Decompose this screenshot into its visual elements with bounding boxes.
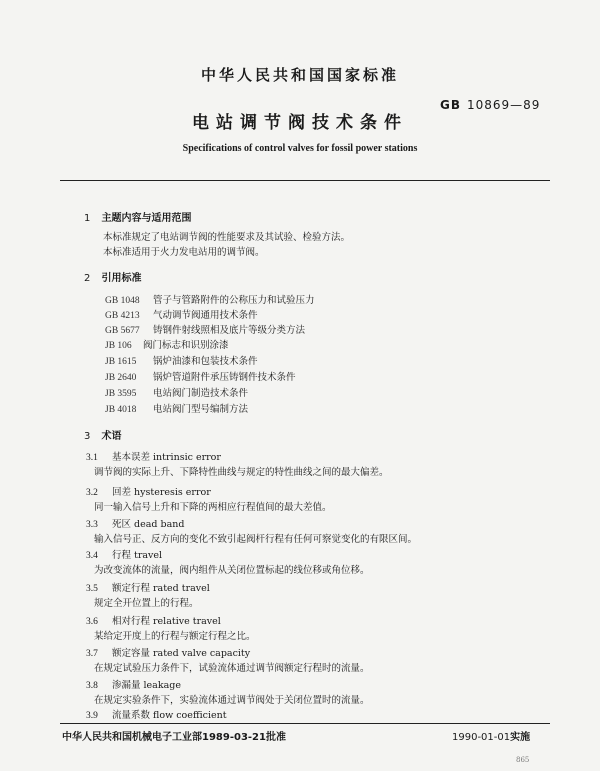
reference-code: JB 4018 [105, 405, 137, 415]
term-definition: 规定全开位置上的行程。 [94, 598, 199, 609]
reference-code: JB 2640 [105, 373, 137, 383]
term-heading [86, 580, 210, 594]
term-number: 3.6 [86, 617, 98, 627]
term-name: 相对行程 relative travel [112, 616, 221, 627]
reference-title: 电站阀门制造技术条件 [153, 388, 249, 399]
effective-date: 1990-01-01 [452, 732, 511, 743]
reference-item [105, 369, 296, 383]
section-2-heading [84, 269, 141, 284]
reference-title: 管子与管路附件的公称压力和试验压力 [153, 295, 315, 306]
standard-type: 中华人民共和国国家标准 [200, 66, 399, 84]
effective-line [452, 728, 530, 743]
term-definition: 调节阀的实际上升、下降特性曲线与规定的特性曲线之间的最大偏差。 [94, 467, 389, 478]
reference-item [105, 322, 305, 336]
reference-item [105, 337, 229, 351]
term-name: 额定容量 rated valve capacity [112, 648, 251, 659]
term-number: 3.8 [86, 681, 98, 691]
term-heading [86, 707, 227, 721]
term-name: 流量系数 flow coefficient [112, 710, 227, 721]
section-1-title: 主题内容与适用范围 [101, 213, 192, 224]
term-definition: 为改变流体的流量，阀内组件从关闭位置标起的线位移或角位移。 [94, 565, 370, 576]
section-1-number: 1 [84, 213, 91, 224]
reference-code: JB 106 [105, 341, 132, 351]
section-1-paragraph: 本标准适用于火力发电站用的调节阀。 [103, 247, 265, 258]
term-heading [86, 677, 181, 691]
term-definition: 在规定实验条件下，实验流体通过调节阀处于关闭位置时的流量。 [94, 695, 370, 706]
reference-item [105, 353, 258, 367]
reference-code: JB 1615 [105, 357, 137, 367]
term-number: 3.2 [86, 488, 98, 498]
code-number: 10869—89 [467, 98, 541, 112]
reference-code: JB 3595 [105, 389, 137, 399]
term-name: 死区 dead band [112, 519, 185, 530]
reference-item [105, 307, 258, 321]
term-heading [86, 484, 211, 498]
page-number: 865 [516, 756, 530, 764]
term-number: 3.5 [86, 584, 98, 594]
footer-divider [60, 723, 550, 724]
reference-item [105, 292, 315, 306]
term-name: 基本误差 intrinsic error [112, 452, 221, 463]
section-1-paragraph: 本标准规定了电站调节阀的性能要求及其试验、检验方法。 [103, 232, 351, 243]
term-number: 3.7 [86, 649, 98, 659]
reference-item [105, 385, 248, 399]
reference-title: 阀门标志和识别涂漆 [143, 340, 229, 351]
section-2-number: 2 [84, 273, 91, 284]
term-name: 渗漏量 leakage [112, 680, 181, 691]
term-heading [86, 516, 184, 530]
term-name: 额定行程 rated travel [112, 583, 210, 594]
section-2-title: 引用标准 [101, 273, 142, 284]
term-number: 3.3 [86, 520, 98, 530]
approval-line: 中华人民共和国机械电子工业部1989-03-21批准 [62, 732, 286, 743]
term-heading [86, 547, 162, 561]
term-definition: 同一输入信号上升和下降的两相应行程值间的最大差值。 [94, 502, 332, 513]
term-number: 3.4 [86, 551, 98, 561]
reference-title: 锅炉管道附件承压铸钢件技术条件 [153, 372, 296, 383]
reference-title: 气动调节阀通用技术条件 [153, 310, 258, 321]
reference-title: 电站阀门型号编制方法 [153, 404, 249, 415]
reference-item [105, 401, 248, 415]
term-number: 3.9 [86, 711, 98, 721]
term-definition: 某给定开度上的行程与额定行程之比。 [94, 631, 256, 642]
code-prefix: GB [440, 98, 461, 112]
reference-code: GB 1048 [105, 296, 140, 306]
term-heading [86, 645, 250, 659]
section-3-number: 3 [84, 431, 91, 442]
reference-code: GB 5677 [105, 326, 140, 336]
term-definition: 输入信号正、反方向的变化不致引起阀杆行程有任何可察觉变化的有限区间。 [94, 534, 418, 545]
section-3-title: 术语 [101, 431, 122, 442]
term-heading [86, 613, 221, 627]
term-definition: 在规定试验压力条件下，试验流体通过调节阀额定行程时的流量。 [94, 663, 370, 674]
term-name: 行程 travel [112, 550, 163, 561]
reference-title: 铸钢件射线照相及底片等级分类方法 [153, 325, 306, 336]
section-3-heading [84, 427, 121, 442]
term-number: 3.1 [86, 453, 98, 463]
effective-label: 实施 [510, 732, 531, 743]
header-divider [60, 180, 550, 181]
english-title: Specifications of control valves for fossil power stations [182, 143, 418, 154]
term-heading [86, 449, 221, 463]
document-title: 电站调节阀技术条件 [192, 113, 408, 133]
term-name: 回差 hysteresis error [112, 487, 211, 498]
reference-code: GB 4213 [105, 311, 140, 321]
reference-title: 锅炉油漆和包装技术条件 [153, 356, 258, 367]
section-1-heading [84, 209, 191, 224]
